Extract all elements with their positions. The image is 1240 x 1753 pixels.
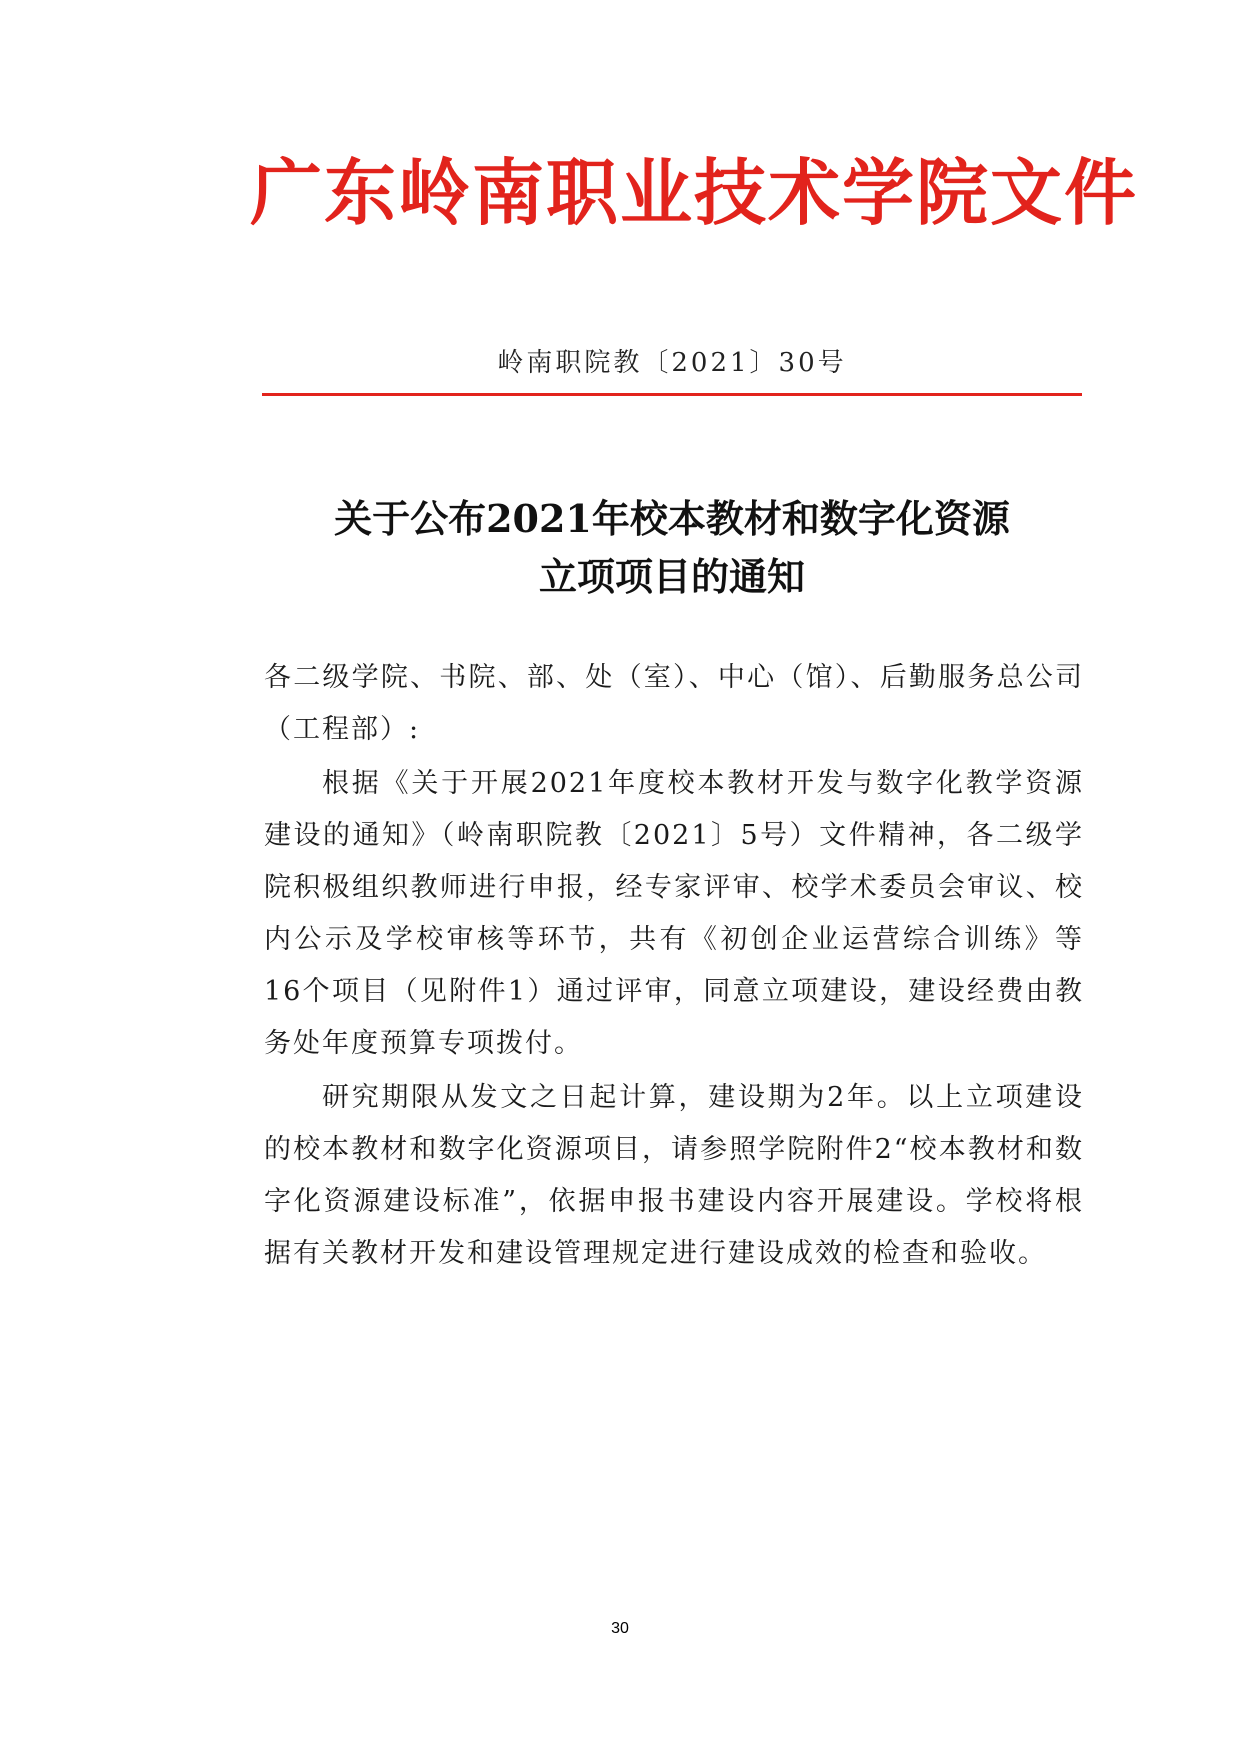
document-header-title: 广东岭南职业技术学院文件 [250, 150, 1139, 235]
notice-title [262, 490, 1082, 606]
notice-title-line-2: 立项项目的通知 [538, 554, 805, 599]
page-number: 30 [611, 1620, 629, 1637]
addressee-line: 各二级学院、书院、部、处（室）、中心（馆）、后勤服务总公司（工程部）: [264, 662, 1084, 745]
notice-body [264, 652, 1084, 1282]
body-paragraph-2: 研究期限从发文之日起计算，建设期为2年。以上立项建设的校本教材和数字化资源项目，请参照学院附件2“校本教材和数字化资源建设标准”，依据申报书建设内容开展建设。学校将根据有关教材开发和建设管理规定进行建设成效的检查和验收。 [264, 1082, 1084, 1269]
red-separator-line [262, 393, 1082, 396]
document-number: 岭南职院教〔2021〕30号 [497, 348, 847, 378]
notice-title-line-1: 关于公布2021年校本教材和数字化资源 [334, 496, 1010, 541]
body-paragraph-1: 根据《关于开展2021年度校本教材开发与数字化教学资源建设的通知》（岭南职院教〔2021〕5号）文件精神，各二级学院积极组织教师进行申报，经专家评审、校学术委员会审议、校内公示及学校审核等环节，共有《初创企业运营综合训练》等16个项目（见附件1）通过评审，同意立项建设，建设经费由教务处年度预算专项拨付。 [264, 768, 1084, 1059]
